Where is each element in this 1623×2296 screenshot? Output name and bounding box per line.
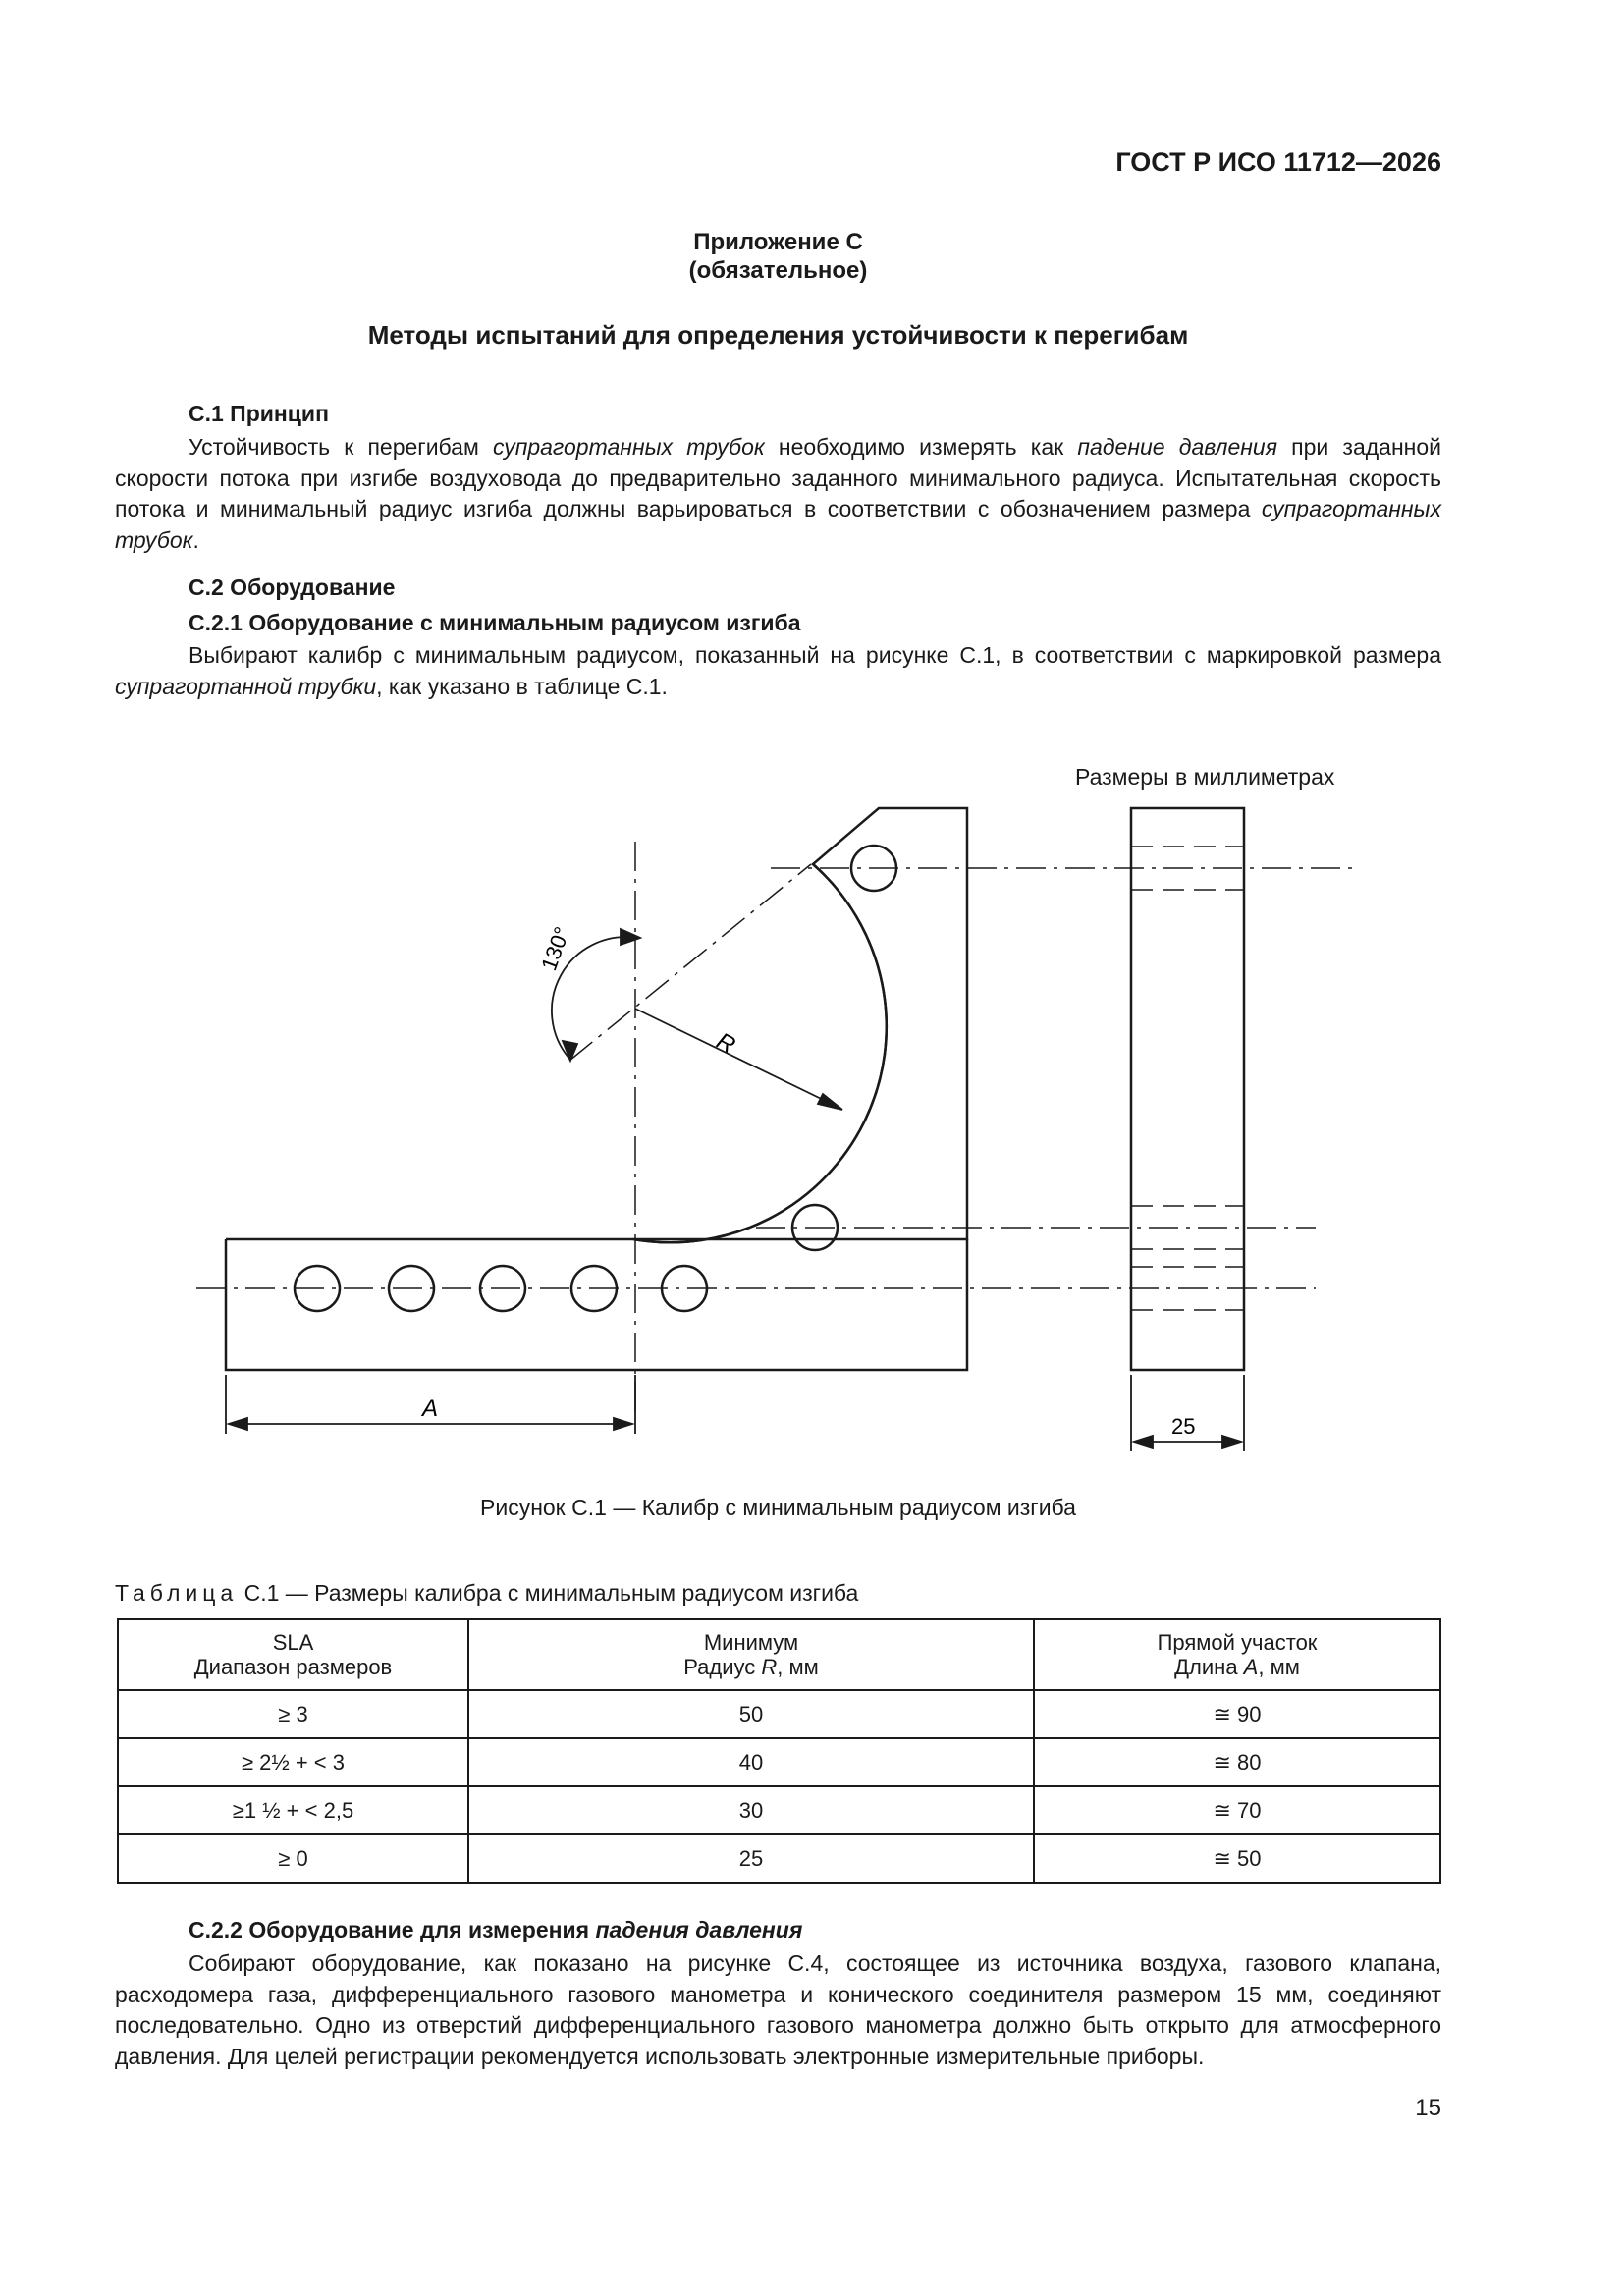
figure-caption: Рисунок С.1 — Калибр с минимальным радиусом изгиба (480, 1495, 1076, 1520)
section-c1-paragraph: Устойчивость к перегибам супрагортанных трубок необходимо измерять как падение давления при заданной скорости потока при изгибе воздуховода до предварительно заданного минимального радиуса. Испытательная скорость потока и минимальный радиус изгиба должны варьироваться в соответствии с обозначением размера супрагортанных трубок. (115, 434, 1442, 553)
annex-main-title: Методы испытаний для определения устойчивости к перегибам (367, 320, 1189, 350)
header-sla: SLA Диапазон размеров (118, 1619, 468, 1690)
section-c1-heading: С.1 Принцип (189, 401, 329, 426)
section-c22-paragraph: Собирают оборудование, как показано на рисунке С.4, состоящее из источника воздуха, газового клапана, расходомера газа, дифференциального газового манометра и конического соединителя размером 15 мм, соединяют последовательно. Одно из отверстий дифференциального газового манометра должно быть открыто для атмосферного давления. Для целей регистрации рекомендуется использовать электронные измерительные приборы. (115, 1950, 1441, 2069)
width-label: 25 (1171, 1414, 1196, 1439)
gauge-inner-arc (633, 864, 887, 1242)
section-c22-heading: С.2.2 Оборудование для измерения падения давления (189, 1917, 803, 1942)
angle-label: 130° (536, 923, 575, 974)
gauge-body-outline (226, 1239, 967, 1370)
section-c21-paragraph: Выбирают калибр с минимальным радиусом, показанный на рисунке С.1, в соответствии с маркировкой размера супрагортанной трубки, как указано в таблице С.1. (115, 642, 1441, 699)
gauge-outline (226, 808, 967, 1242)
section-c21-heading: С.2.1 Оборудование с минимальным радиусом изгиба (189, 610, 801, 635)
table-row: ≥1 ½ + < 2,5 30 ≅ 70 (118, 1786, 1440, 1834)
centerline-bend-axis (569, 864, 811, 1061)
length-label: A (422, 1395, 439, 1422)
gauge-dimensions-table (117, 1618, 1441, 1884)
header-length: Прямой участок Длина A, мм (1034, 1619, 1440, 1690)
side-view-outline (1131, 808, 1244, 1370)
section-c2-heading: С.2 Оборудование (189, 574, 396, 600)
angle-arrowhead-top (621, 929, 640, 945)
document-id: ГОСТ Р ИСО 11712—2026 (1115, 147, 1441, 177)
figure-dimensions-note: Размеры в миллиметрах (1075, 764, 1335, 790)
table-row: ≥ 2½ + < 3 40 ≅ 80 (118, 1738, 1440, 1786)
table-caption-prefix: Таблица (115, 1580, 239, 1606)
table-header-row (118, 1619, 1440, 1690)
angle-arrowhead-bottom (563, 1041, 577, 1061)
radius-arrowhead (818, 1094, 842, 1110)
page-number: 15 (1415, 2095, 1441, 2121)
table-row: ≥ 0 25 ≅ 50 (118, 1834, 1440, 1883)
header-radius: Минимум Радиус R, мм (468, 1619, 1034, 1690)
radius-line (635, 1009, 839, 1108)
annex-title: Приложение С (693, 229, 863, 255)
table-caption (115, 1580, 858, 1607)
table-row: ≥ 3 50 ≅ 90 (118, 1690, 1440, 1738)
table-caption-text: С.1 — Размеры калибра с минимальным радиусом изгиба (243, 1580, 859, 1606)
annex-type: (обязательное) (688, 257, 868, 284)
radius-label: R (712, 1027, 740, 1060)
